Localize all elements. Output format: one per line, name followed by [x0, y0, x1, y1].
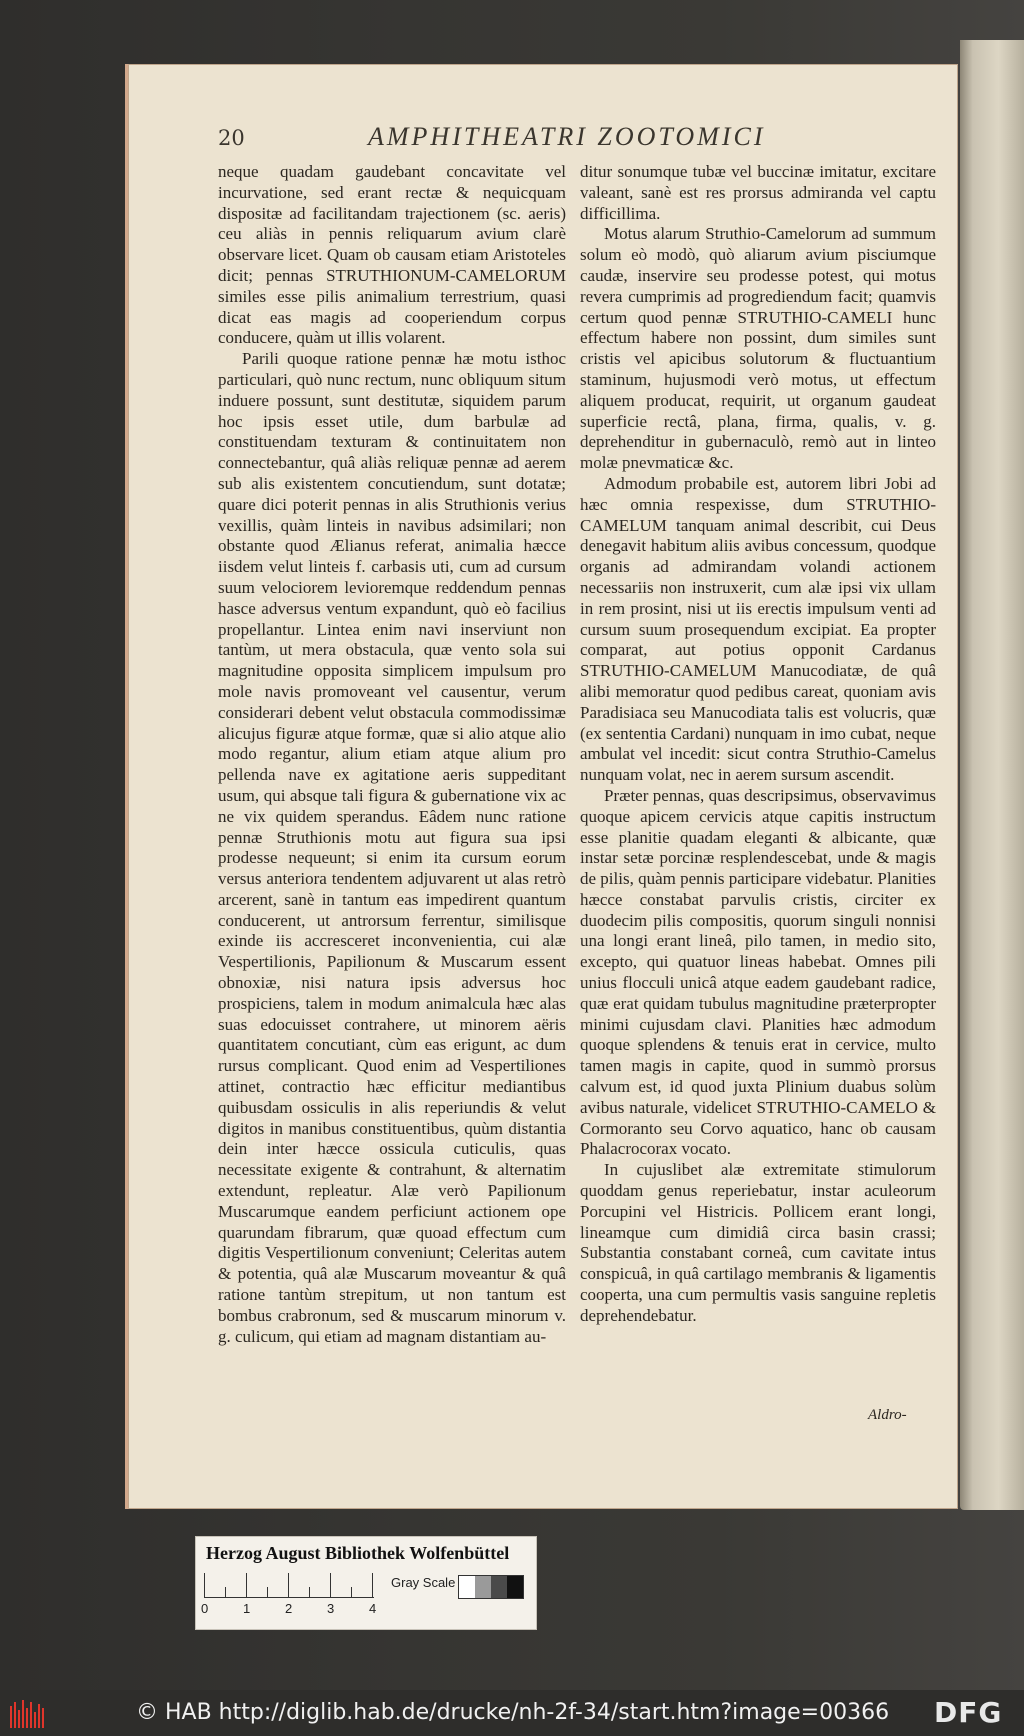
left-text-column — [218, 162, 566, 1347]
scale-number: 0 — [201, 1601, 209, 1616]
library-name: Herzog August Bibliothek Wolfenbüttel — [206, 1543, 510, 1563]
scale-number: 3 — [327, 1601, 335, 1616]
ruler-tick — [204, 1573, 205, 1597]
ruler-tick — [288, 1573, 289, 1597]
gray-swatch — [459, 1576, 475, 1598]
facing-page-edge — [960, 40, 1024, 1510]
scale-number: 2 — [285, 1601, 293, 1616]
gray-swatch — [491, 1576, 507, 1598]
paragraph: Parili quoque ratione pennæ hæ motu isthoc particulari, quò nunc rectum, nunc obliquum situm induere possunt, sunt destitutæ, siquidem parum hoc ipsis esset utile, dum barbulæ ad constituendam texturam & continuitatem non connectebantur, quâ aliàs reliquæ pennæ ad aerem sub alis existentem concutiendum, sunt dotatæ; quare dici poterit pennas in alis Struthionis verius vexillis, quàm linteis in navibus adsimilari; non obstante quod Ælianus referat, animalia hæcce iisdem velut linteis f. carbasis uti, cum ad cursum suum velociorem levioremque reddendum pennas hasce adversus ventum expandunt, quò eò facilius propellantur. Lintea enim navi inserviunt non tantùm, ut mera obstacula, quæ vento sola sui magnitudine opposita simplicem impulsum pro mole navis promoveant vel causentur, verum considerari debent velut obstacula commodissimæ alicujus figuræ atque formæ, quæ si alio atque alio modo regantur, alium etiam atque alium pro pellenda nave ex agitatione aeris suppeditant usum, qui absque tali figura & gubernatione vix ac ne vix quidem sperandus. Eâdem nunc ratione pennæ Struthionis motu aut figura sua ipsi prodesse nequeunt; si enim ita cursum eorum versus anteriora tendentem adjuvarent ut alas retrò arcerent, sanè in tantum eas impedirent quantum conducerent, ut antrorsum ferrentur, similisque exinde iis accresceret inconvenientia, cui alæ Vespertilionis, Papilionum & Muscarum essent obnoxiæ, nisi natura ipsis adversus hoc prospiciens, talem in modum animalcula hæc alas suas edocuisset contrahere, ut minorem aëris quantitatem concutiant, cùm eas erigunt, ac dum rursus complicant. Quod enim ad Vespertiliones attinet, contractio hæc efficitur mediantibus quibusdam ossiculis in alis reperiundis & velut digitos in manibus constituentibus, quùm distantia dein inter hæcce ossicula cuticulis, quas necessitate exigente & contrahunt, & alternatim extendunt, repleatur. Alæ verò Papilionum Muscarumque eandem perficiunt actionem ope quarundam fibrarum, quæ quoad effectum cum digitis Vespertilionum conveniunt; Celeritas autem & potentia, quâ alæ Muscarum moveantur & quâ ratione tantùm strepitum, ut non tantum est bombus crabronum, sed & muscarum minorum v. g. culicum, qui etiam ad magnam distantiam au- — [218, 349, 566, 1346]
paragraph: In cujuslibet alæ extremitate stimulorum quoddam genus reperiebatur, instar aculeorum Porcupini vel Histricis. Pollicem erant longi, lineamque cum dimidiâ circa basin crassi; Substantia constabant corneâ, cum cavitate intus conspicuâ, in quâ cartilago membranis & ligamentis cooperta, una cum permultis vasis sanguine repletis deprehendebatur. — [580, 1160, 936, 1325]
ruler-tick — [351, 1587, 352, 1597]
page-number: 20 — [218, 126, 245, 150]
right-text-column — [580, 162, 936, 1327]
gray-swatches — [458, 1575, 524, 1599]
ruler-tick — [267, 1587, 268, 1597]
ruler-tick — [246, 1573, 247, 1597]
hab-logo-icon — [10, 1700, 46, 1728]
gray-scale-label: Gray Scale — [391, 1575, 456, 1590]
gray-swatch — [507, 1576, 523, 1598]
book-page — [128, 64, 958, 1509]
scale-numbers — [201, 1601, 404, 1617]
scale-ruler — [204, 1573, 374, 1598]
running-head: AMPHITHEATRI ZOOTOMICI — [368, 122, 766, 151]
catchword: Aldro- — [868, 1407, 907, 1423]
ruler-tick — [330, 1573, 331, 1597]
footer-bar — [0, 1690, 1024, 1736]
paragraph: Admodum probabile est, autorem libri Jobi ad hæc omnia respexisse, dum STRUTHIO-CAMELUM tanquam animal describit, cui Deus denegavit habitum aliis avibus concessum, quodque organis ad admirandam volandi actionem necessariis non instruxerit, cum alæ ipsi vix ullam in rem prosint, nisi ut iis erectis impulsum venti ad cursum suum prosequendum excipiat. Ea propter comparat, aut potius opponit Cardanus STRUTHIO-CAMELUM Manucodiatæ, de quâ alibi memoratur quod pedibus careat, quoniam avis Paradisiaca seu Manucodiata talis est volucris, quæ (ex sententia Cardani) nunquam in imo cubat, neque ambulat vel incedit: sicut contra Struthio-Camelus nunquam volat, nec in aerem sursum ascendit. — [580, 473, 936, 785]
paragraph: Præter pennas, quas descripsimus, observavimus quoque apicem cervicis atque capitis instructum esse planitie quadam eleganti & albicante, quæ instar setæ porcinæ resplendescebat, unde & magis de pilis, quàm pennis participare videbatur. Planities hæcce constabat parvulis cristis, circiter ex duodecim pilis compositis, quorum singuli nonnisi una longi erant lineâ, pilo tamen, in medio sito, excepto, qui quatuor lineas habebat. Omnes pili unius flocculi unicâ atque eadem gaudebant radice, quæ erat quidam tubulus magnitudine præterpropter minimi cujusdam clavi. Planities hæc admodum quoque splendens & tenuis erat in cervice, multo tamen magis in capite, quod in summò prorsus calvum est, id quod juxta Plinium duabus solùm avibus naturale, videlicet STRUTHIO-CAMELO & Cormoranto seu Corvo aquatico, hanc ob causam Phalacrocorax vocato. — [580, 785, 936, 1159]
source-link[interactable]: © HAB http://diglib.hab.de/drucke/nh-2f-34/start.htm?image=00366 — [136, 1700, 890, 1725]
paragraph: ditur sonumque tubæ vel buccinæ imitatur, excitare valeant, sanè est res prorsus admiranda vel captu difficillima. — [580, 162, 936, 223]
ruler-tick — [225, 1587, 226, 1597]
ruler-tick — [372, 1573, 373, 1597]
gray-swatch — [475, 1576, 491, 1598]
scale-number: 4 — [369, 1601, 377, 1616]
dfg-logo: DFG — [934, 1696, 1003, 1729]
paragraph: Motus alarum Struthio-Camelorum ad summum solum eò modò, quò aliarum avium pisciumque caudæ, inservire seu prodesse potest, qui motus revera cumprimis ad progrediendum facit; quamvis certum quod pennæ STRUTHIO-CAMELI hunc effectum habere non possint, dum similes sunt cristis vel apicibus solutorum & fluctuantium staminum, hujusmodi verò motus, ut effectum aliquem producat, requirit, ut organum gaudeat superficie rectâ, plana, firma, qualis, v. g. deprehenditur in gubernaculò, remò aut in linteo molæ pnevmaticæ &c. — [580, 224, 936, 473]
paragraph: neque quadam gaudebant concavitate vel incurvatione, sed erant rectæ & nequicquam dispositæ ad facilitandam trajectionem (sc. aeris) ceu aliàs in pennis reliquarum avium clarè observare licet. Quam ob causam etiam Aristoteles dicit; pennas STRUTHIONUM-CAMELORUM similes esse pilis animalium terrestrium, quasi dicat eas magis ad cooperiendum corpus conducere, quàm ut illis volarent. — [218, 162, 566, 348]
color-scale-card — [195, 1536, 537, 1630]
ruler-tick — [309, 1587, 310, 1597]
scale-number: 1 — [243, 1601, 251, 1616]
page-header — [218, 120, 938, 160]
